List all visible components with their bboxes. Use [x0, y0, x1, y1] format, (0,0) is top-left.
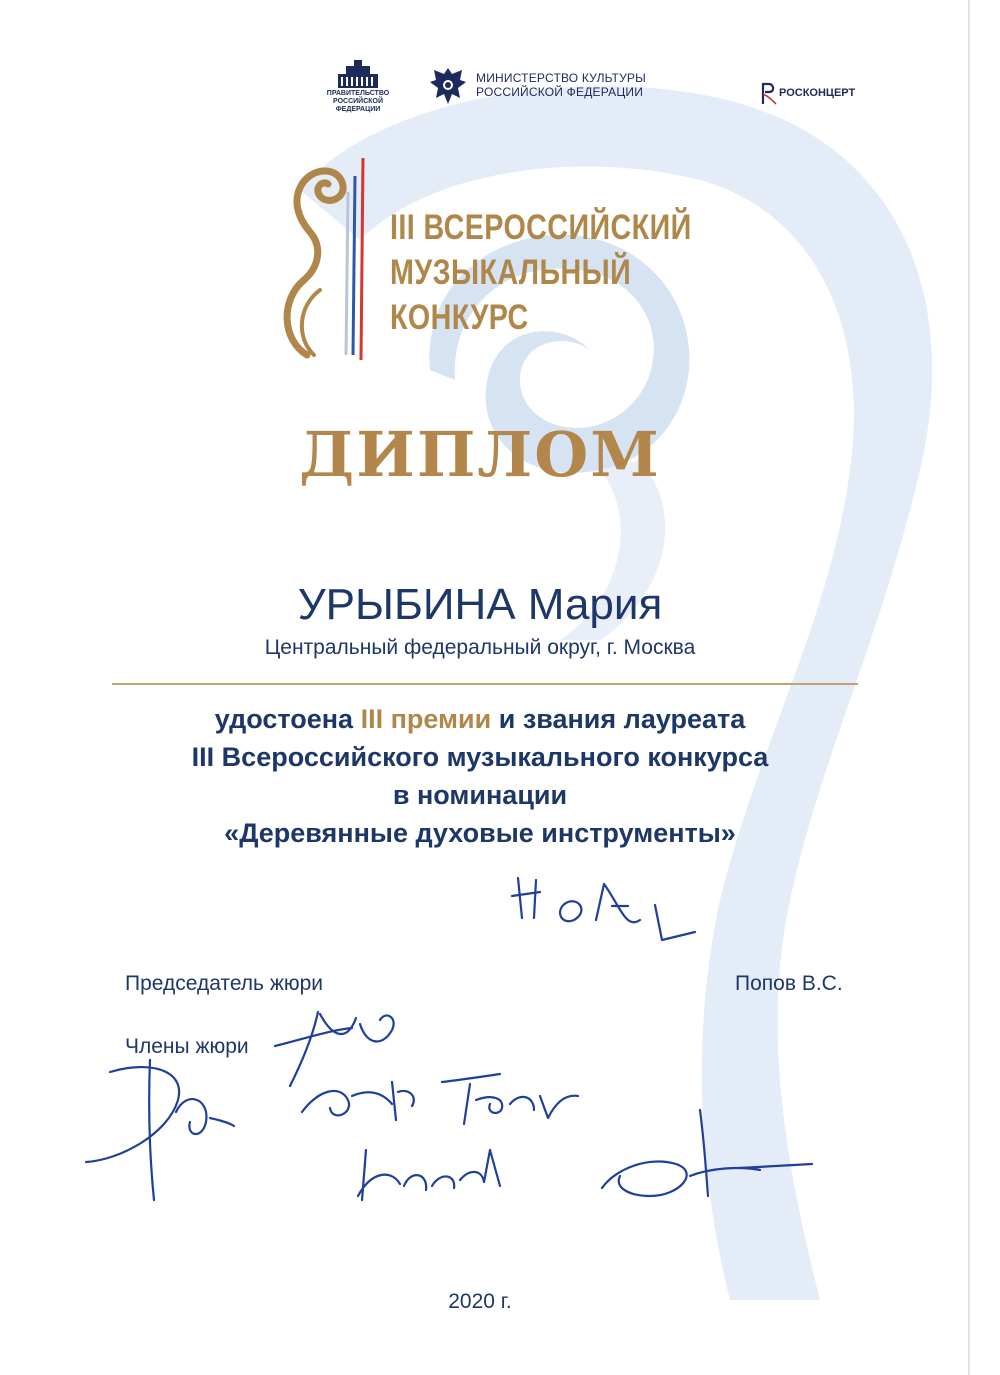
government-logo-line: ФЕДЕРАЦИИ: [335, 106, 381, 113]
jury-chair-name: Попов В.С.: [735, 972, 843, 995]
ministry-line: МИНИСТЕРСТВО КУЛЬТУРЫ: [476, 71, 646, 85]
jury-signature-1: [275, 1012, 394, 1086]
recipient-name: УРЫБИНА Мария: [297, 580, 663, 629]
jury-signature-2: [302, 1082, 414, 1120]
jury-signature-4: [86, 1060, 234, 1200]
award-line-1-start: удостоена: [214, 704, 361, 734]
contest-title-line: МУЗЫКАЛЬНЫЙ: [390, 253, 632, 292]
award-line-4: «Деревянные духовые инструменты»: [224, 818, 736, 848]
diploma-year: 2020 г.: [448, 1290, 512, 1313]
award-line-3: в номинации: [392, 780, 568, 810]
jury-signature-5: [358, 1150, 500, 1200]
award-line-1-end: и звания лауреата: [491, 704, 746, 734]
ministry-line: РОССИЙСКОЙ ФЕДЕРАЦИИ: [476, 85, 644, 99]
award-line-2: III Всероссийского музыкального конкурса: [191, 742, 769, 772]
diploma-heading: ДИПЛОМ: [299, 418, 661, 491]
chair-signature: [512, 878, 695, 940]
government-logo-line: РОССИЙСКОЙ: [333, 98, 383, 105]
jury-chair-label: Председатель жюри: [125, 972, 324, 995]
contest-title-line: КОНКУРС: [390, 298, 529, 337]
award-prize: III премии: [360, 704, 492, 734]
jury-signature-3: [442, 1074, 578, 1124]
rosconcert-name: РОСКОНЦЕРТ: [779, 87, 856, 99]
jury-members-label: Члены жюри: [125, 1035, 249, 1058]
jury-signature-6: [602, 1110, 812, 1196]
contest-title-line: III ВСЕРОССИЙСКИЙ: [390, 208, 692, 247]
government-logo-line: ПРАВИТЕЛЬСТВО: [326, 90, 390, 97]
recipient-region: Центральный федеральный округ, г. Москва: [264, 636, 696, 659]
